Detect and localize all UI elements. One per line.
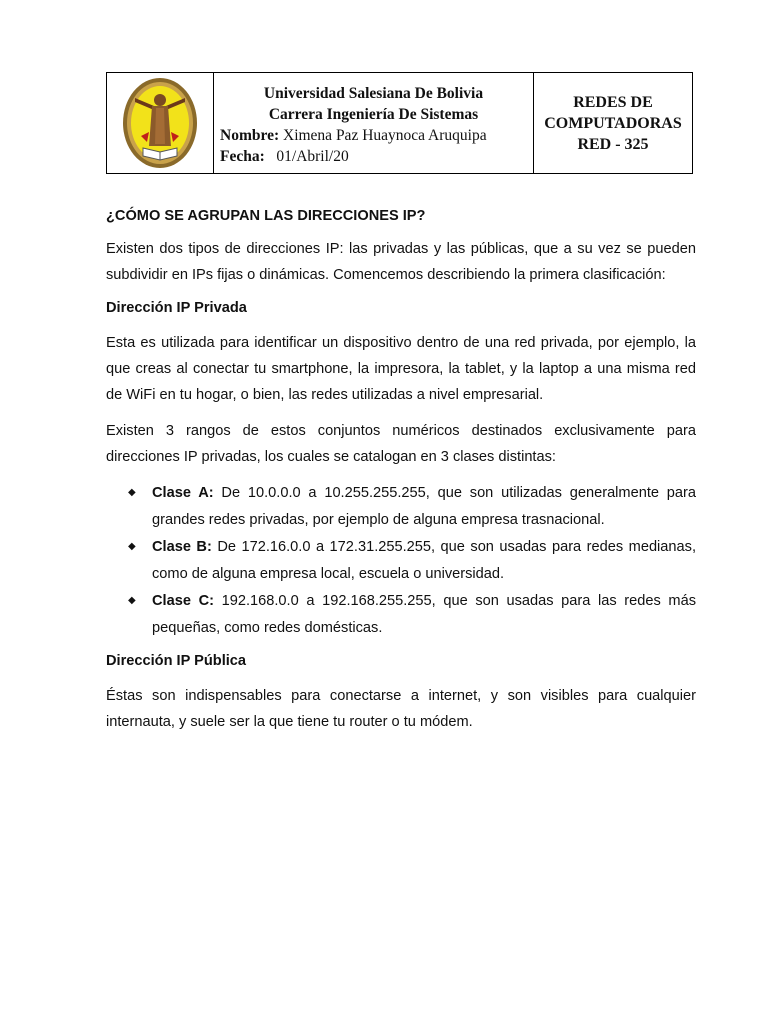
document-body: [106, 206, 696, 745]
public-ip-heading: Dirección IP Pública: [106, 653, 247, 669]
intro-paragraph: Existen dos tipos de direcciones IP: las privadas y las públicas, que a su vez se pueden subdividir en IPs fijas o dinámicas. Comencemos describiendo la primera clasificación:: [106, 241, 696, 283]
private-ip-heading: Dirección IP Privada: [106, 300, 247, 316]
student-name-row: [214, 125, 533, 146]
bullet-icon: ◆: [128, 541, 136, 552]
list-item: [106, 588, 696, 641]
name-value: Ximena Paz Huaynoca Aruquipa: [283, 127, 487, 144]
private-paragraph-1: Esta es utilizada para identificar un dispositivo dentro de una red privada, por ejemplo, la que creas al conectar tu smartphone, la impresora, la tablet, y la laptop a una misma red de WiFi en tu hogar, o bien, las redes utilizadas a nivel empresarial.: [106, 335, 696, 403]
course-cell: [534, 73, 692, 173]
class-label: Clase B:: [152, 539, 212, 555]
bullet-icon: ◆: [128, 487, 136, 498]
header-info-cell: [214, 73, 534, 173]
course-code: RED - 325: [577, 135, 649, 153]
class-text: De 172.16.0.0 a 172.31.255.255, que son usadas para redes medianas, como de alguna empresa local, escuela o universidad.: [152, 539, 696, 582]
name-label: Nombre:: [220, 127, 280, 144]
university-logo-icon: [121, 76, 199, 170]
date-row: [214, 146, 533, 167]
class-label: Clase C:: [152, 593, 214, 609]
date-label: Fecha:: [220, 148, 265, 165]
header-table: [106, 72, 693, 174]
list-item: [106, 534, 696, 587]
career-name: Carrera Ingeniería De Sistemas: [268, 106, 479, 123]
course-title-line1: REDES DE: [573, 93, 653, 111]
public-paragraph-1: Éstas son indispensables para conectarse a internet, y son visibles para cualquier internauta, y suele ser la que tiene tu router o tu módem.: [106, 688, 696, 730]
date-value: 01/Abril/20: [276, 148, 349, 165]
private-paragraph-2: Existen 3 rangos de estos conjuntos numéricos destinados exclusivamente para direcciones IP privadas, los cuales se catalogan en 3 clases distintas:: [106, 423, 696, 465]
class-label: Clase A:: [152, 485, 214, 501]
list-item: [106, 480, 696, 533]
class-text: 192.168.0.0 a 192.168.255.255, que son usadas para las redes más pequeñas, como redes domésticas.: [152, 593, 697, 636]
logo-cell: [107, 73, 214, 173]
university-name: Universidad Salesiana De Bolivia: [263, 85, 484, 102]
ip-classes-list: [106, 480, 696, 641]
course-title-line2: COMPUTADORAS: [544, 114, 682, 132]
bullet-icon: ◆: [128, 595, 136, 606]
class-text: De 10.0.0.0 a 10.255.255.255, que son utilizadas generalmente para grandes redes privadas, por ejemplo de alguna empresa trasnacional.: [152, 485, 696, 528]
document-title: ¿CÓMO SE AGRUPAN LAS DIRECCIONES IP?: [106, 208, 426, 224]
